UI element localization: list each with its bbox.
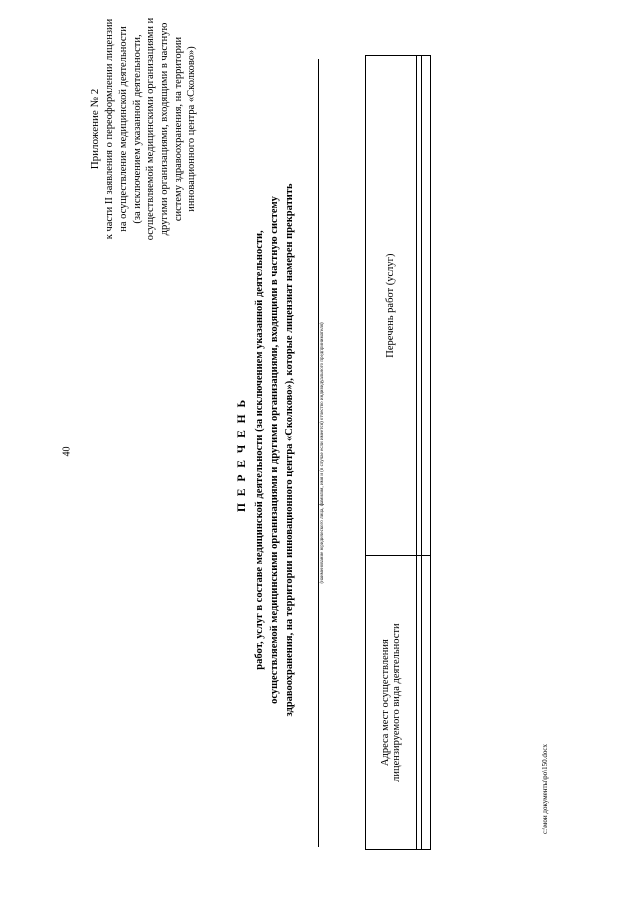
licensee-name-line [318,59,319,847]
appendix-line: систему здравоохранения, на территории [172,36,184,222]
page-number: 40 [61,446,73,457]
appendix-line: на осуществление медицинской деятельности [117,26,129,232]
services-column-header: Перечень работ (услуг) [366,56,417,556]
appendix-line: (за исключением указанной деятельности, [131,34,143,224]
address-header-line: Адреса мест осуществления [379,639,391,767]
appendix-line: к части II заявления о переоформлении лицензии [104,18,116,240]
address-header-line: лицензируемого вида деятельности [390,623,402,782]
appendix-heading: Приложение № 2 [89,88,101,170]
appendix-line: инновационного центра «Сколково») [186,46,198,212]
table-cell [421,56,430,556]
appendix-line: осуществляемой медицинскими организациями и [145,17,157,241]
subtitle-line: здравоохранения, на территории инновационного центра «Сколково»), которые лицензиат намерен прекратить [284,183,296,717]
document-title: П Е Р Е Ч Е Н Ь [236,397,248,513]
services-table [365,55,431,850]
licensee-name-caption: (наименование юридического лица, фамилия, имя и (в случае если имеется) отчество индивидуального предпринимателя) [320,322,325,584]
document-subtitle [252,55,298,845]
table-cell [421,556,430,850]
appendix-line: другими организациями, входящими в частную [158,22,170,236]
subtitle-line: работ, услуг в составе медицинской деятельности (за исключением указанной деятельности, [254,230,265,670]
footer-file-path: c:\мои документы\ро\150.docx [541,744,549,834]
subtitle-line: осуществляемой медицинскими организациями и другими организациями, входящими в частную систему [269,196,281,704]
address-column-header [366,556,417,850]
appendix-block [88,11,199,247]
